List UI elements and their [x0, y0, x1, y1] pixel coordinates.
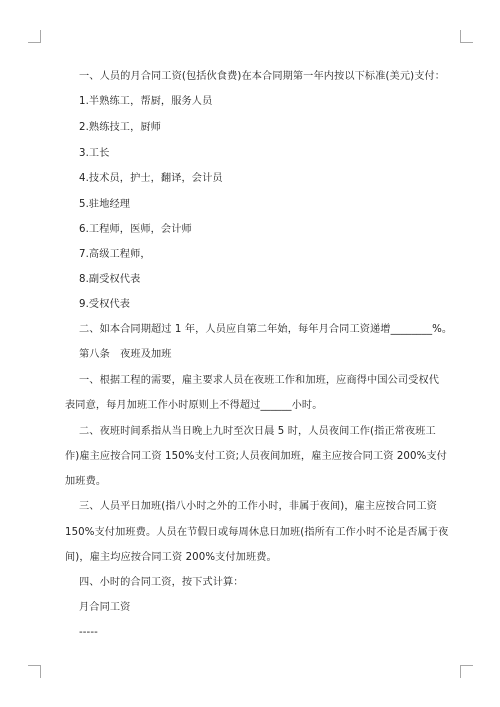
paragraph-weekday-overtime-line-2: 150%支付加班费。人员在节假日或每周休息日加班(指所有工作小时不论是否属于夜: [65, 527, 449, 538]
paragraph-night-shift-line-1: 二、夜班时间系指从当日晚上九时至次日晨 5 时，人员夜间工作(指正常夜班工: [79, 426, 436, 437]
article-heading: 第八条 夜班及加班: [79, 349, 172, 360]
paragraph-weekday-overtime-line-3: 间)，雇主均应按合同工资 200%支付加班费。: [65, 552, 277, 563]
list-item-7: 7.高级工程师，: [79, 249, 151, 260]
paragraph-overtime-line-2: 表同意，每月加班工作小时原则上不得超过______小时。: [65, 400, 323, 411]
crop-mark-top-left: [28, 30, 41, 43]
paragraph-weekday-overtime-line-1: 三、人员平日加班(指八小时之外的工作小时，非属于夜间)，雇主应按合同工资: [79, 501, 437, 512]
list-item-9: 9.受权代表: [79, 299, 131, 310]
paragraph-overtime-line-1: 一、根据工程的需要，雇主要求人员在夜班工作和加班，应商得中国公司受权代: [79, 375, 440, 386]
paragraph-salary-standard: 一、人员的月合同工资(包括伙食费)在本合同期第一年内按以下标准(美元)支付：: [79, 71, 446, 82]
crop-mark-top-right: [460, 30, 473, 43]
crop-mark-bottom-right: [460, 665, 473, 678]
list-item-2: 2.熟练技工，厨师: [79, 122, 161, 133]
list-item-3: 3.工长: [79, 148, 110, 159]
paragraph-night-shift-line-3: 加班费。: [65, 476, 107, 487]
list-item-8: 8.副受权代表: [79, 274, 141, 285]
formula-divider: -----: [79, 627, 98, 638]
formula-numerator: 月合同工资: [79, 602, 131, 613]
crop-mark-bottom-left: [28, 665, 41, 678]
list-item-5: 5.驻地经理: [79, 199, 131, 210]
list-item-6: 6.工程师，医师，会计师: [79, 224, 192, 235]
paragraph-salary-increase: 二、如本合同期超过 1 年，人员应自第二年始，每年月合同工资递增________%。: [79, 324, 453, 335]
list-item-1: 1.半熟练工，帮厨，服务人员: [79, 96, 213, 107]
paragraph-hourly-wage: 四、小时的合同工资，按下式计算：: [79, 577, 244, 588]
paragraph-night-shift-line-2: 作)雇主应按合同工资 150%支付工资;人员夜间加班，雇主应按合同工资 200%支付: [65, 451, 447, 462]
list-item-4: 4.技术员，护士，翻译，会计员: [79, 173, 223, 184]
